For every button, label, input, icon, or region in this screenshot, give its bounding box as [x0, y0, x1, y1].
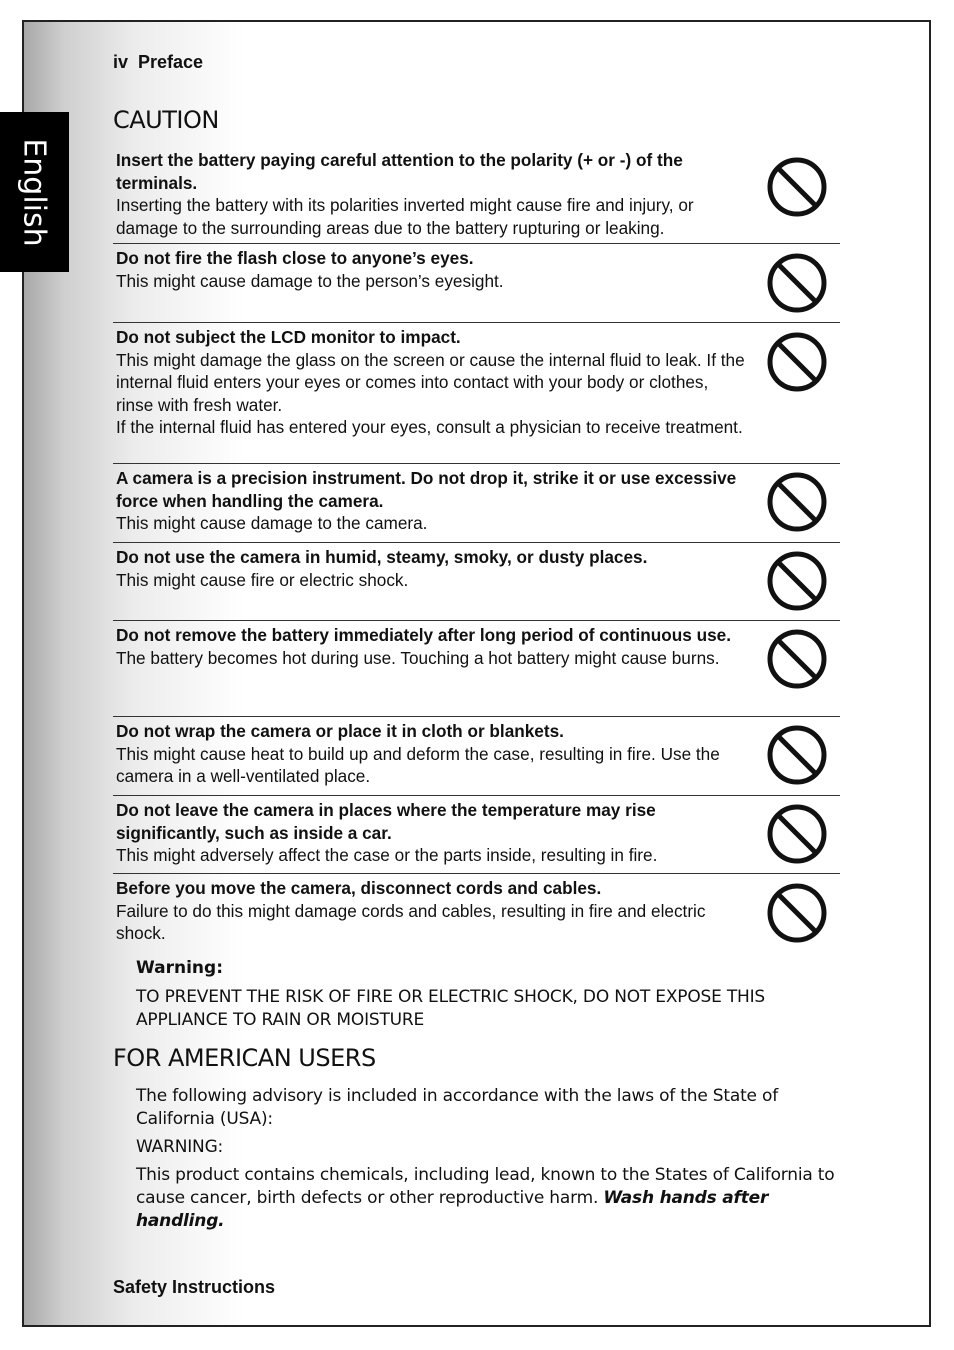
caution-item-title: Do not wrap the camera or place it in cloth or blankets.: [116, 721, 564, 741]
american-warning-label: WARNING:: [136, 1137, 224, 1157]
caution-item-text: The battery becomes hot during use. Touching a hot battery might cause burns.: [116, 647, 720, 668]
caution-item-title: Do not fire the flash close to anyone’s eyes.: [116, 248, 474, 268]
caution-item-title: Do not remove the battery immediately after long period of continuous use.: [116, 625, 732, 645]
caution-item: [113, 244, 840, 323]
prohibition-icon: [766, 724, 828, 786]
caution-item: [113, 323, 840, 464]
caution-item-title: Insert the battery paying careful attention to the polarity (+ or -) of the terminals.: [116, 150, 683, 193]
caution-item-text: This might cause damage to the person’s eyesight.: [116, 270, 504, 291]
prohibition-icon: [766, 471, 828, 533]
caution-item-title: Do not subject the LCD monitor to impact.: [116, 327, 461, 347]
caution-item-title: Before you move the camera, disconnect cords and cables.: [116, 878, 602, 898]
language-tab: [0, 112, 69, 272]
american-text-paragraph: [136, 1164, 841, 1233]
caution-item: [113, 796, 840, 874]
american-text: This product contains chemicals, including lead, known to the States of California to cause cancer, birth defects or other reproductive harm.: [136, 1165, 835, 1208]
caution-item: [113, 146, 840, 244]
caution-item: [113, 543, 840, 621]
caution-list: [113, 146, 840, 950]
prohibition-icon: [766, 156, 828, 218]
language-tab-label: English: [17, 137, 53, 247]
prohibition-icon: [766, 550, 828, 612]
caution-item-text: Inserting the battery with its polarities inverted might cause fire and injury, or damage to the surrounding areas due to the battery rupturing or leaking.: [116, 195, 694, 238]
warning-block: [136, 958, 826, 1032]
caution-item-text: This might adversely affect the case or the parts inside, resulting in fire.: [116, 845, 658, 865]
caution-item-title: Do not leave the camera in places where the temperature may rise significantly, such as inside a car.: [116, 800, 656, 843]
warning-label: Warning:: [136, 958, 224, 978]
caution-item-text: This might cause damage to the camera.: [116, 513, 428, 533]
american-emphasis: Wash hands after handling.: [136, 1188, 769, 1231]
caution-item-title: Do not use the camera in humid, steamy, smoky, or dusty places.: [116, 547, 648, 567]
caution-item-text: If the internal fluid has entered your eyes, consult a physician to receive treatment.: [116, 417, 743, 437]
caution-item-title: A camera is a precision instrument. Do not drop it, strike it or use excessive force when handling the camera.: [116, 468, 737, 511]
caution-item-text: This might cause heat to build up and deform the case, resulting in fire. Use the camera in a well-ventilated place.: [116, 743, 720, 786]
prohibition-icon: [766, 331, 828, 393]
warning-text: TO PREVENT THE RISK OF FIRE OR ELECTRIC SHOCK, DO NOT EXPOSE THIS APPLIANCE TO RAIN OR MOISTURE: [136, 987, 766, 1030]
american-users-block: [136, 1085, 841, 1238]
caution-item-text: This might cause fire or electric shock.: [116, 569, 409, 590]
american-intro: The following advisory is included in accordance with the laws of the State of California (USA):: [136, 1086, 778, 1129]
caution-item: [113, 621, 840, 717]
prohibition-icon: [766, 628, 828, 690]
page-footer: Safety Instructions: [113, 1277, 276, 1297]
caution-item-text: This might damage the glass on the screen or cause the internal fluid to leak. If the internal fluid enters your eyes or comes into contact with your body or clothes, rinse with fresh water.: [116, 349, 745, 415]
prohibition-icon: [766, 882, 828, 944]
page-header: iv Preface: [113, 52, 204, 72]
american-users-heading: FOR AMERICAN USERS: [113, 1044, 376, 1072]
caution-item: [113, 874, 840, 950]
prohibition-icon: [766, 803, 828, 865]
prohibition-icon: [766, 252, 828, 314]
caution-item-text: Failure to do this might damage cords and cables, resulting in fire and electric shock.: [116, 900, 706, 943]
caution-item: [113, 717, 840, 796]
caution-heading: CAUTION: [113, 106, 219, 134]
caution-item: [113, 464, 840, 543]
